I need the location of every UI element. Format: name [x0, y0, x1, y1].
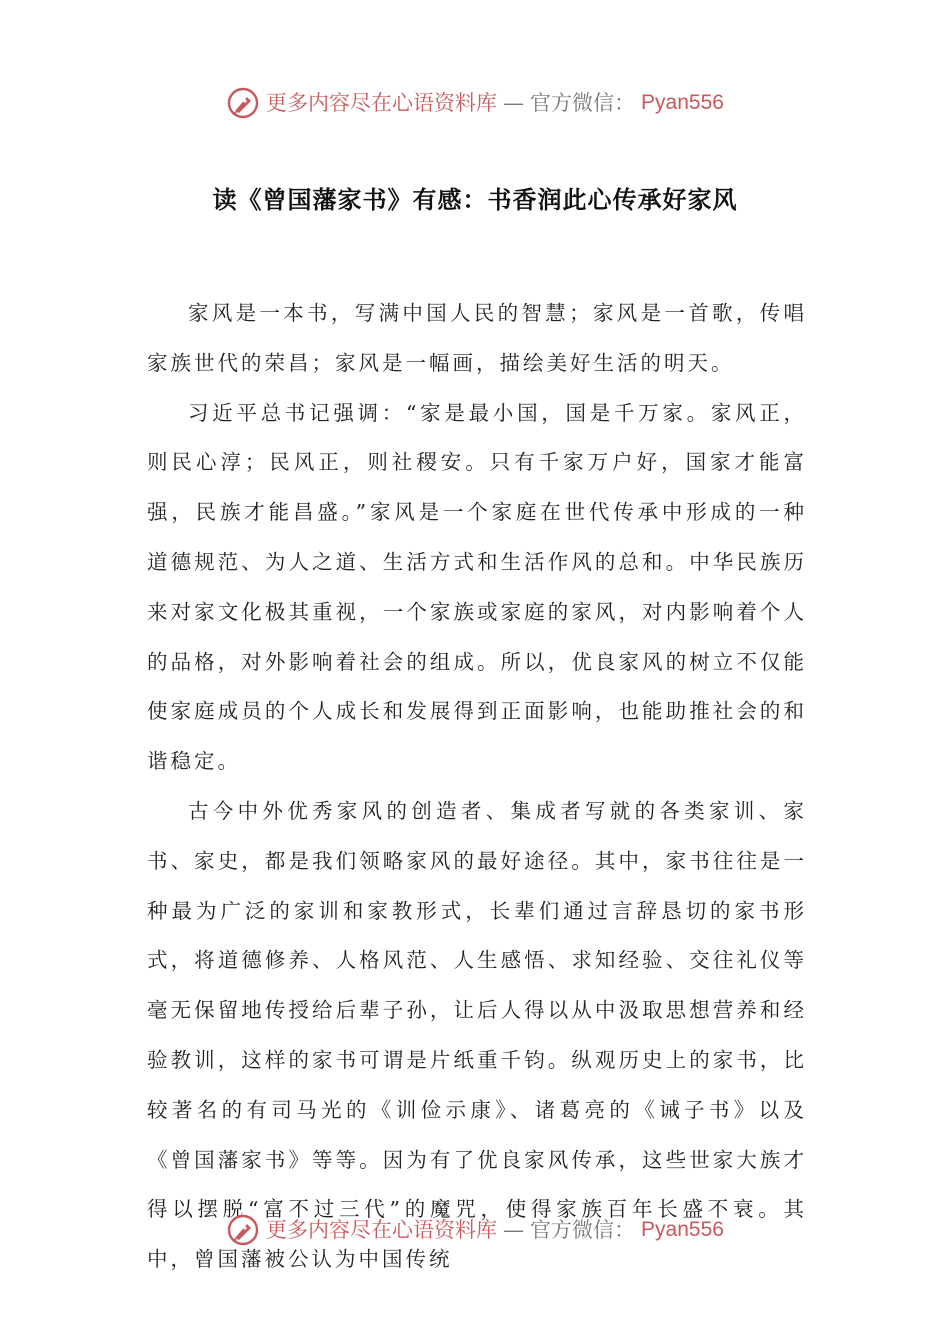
banner-dash: —	[503, 91, 525, 115]
footer-banner	[0, 1213, 950, 1247]
banner-wechat-label: 官方微信：	[530, 91, 636, 115]
banner-dash: —	[503, 1218, 525, 1242]
banner-site-name: 更多内容尽在心语资料库	[266, 1218, 498, 1242]
paragraph: 古今中外优秀家风的创造者、集成者写就的各类家训、家书、家史，都是我们领略家风的最好途径。其中，家书往往是一种最为广泛的家训和家教形式，长辈们通过言辞恳切的家书形式，将道德修养、人格风范、人生感悟、求知经验、交往礼仪等毫无保留地传授给后辈子孙，让后人得以从中汲取思想营养和经验教训，这样的家书可谓是片纸重千钧。纵观历史上的家书，比较著名的有司马光的《训俭示康》、诸葛亮的《诫子书》以及《曾国藩家书》等等。因为有了优良家风传承，这些世家大族才得以摆脱“富不过三代”的魔咒，使得家族百年长盛不衰。其中，曾国藩被公认为中国传统	[147, 798, 807, 1272]
banner-wechat-id: Pyan556	[641, 1218, 724, 1241]
banner-wechat-id: Pyan556	[641, 91, 724, 114]
paragraph: 习近平总书记强调：“家是最小国，国是千万家。家风正，则民心淳；民风正，则社稷安。只有千家万户好，国家才能富强，民族才能昌盛。”家风是一个家庭在世代传承中形成的一种道德规范、为人之道、生活方式和生活作风的总和。中华民族历来对家文化极其重视，一个家族或家庭的家风，对内影响着个人的品格，对外影响着社会的组成。所以，优良家风的树立不仅能使家庭成员的个人成长和发展得到正面影响，也能助推社会的和谐稳定。	[147, 400, 807, 774]
header-banner	[0, 86, 950, 120]
banner-wechat-label: 官方微信：	[530, 1218, 636, 1242]
pen-nib-logo-icon	[226, 1213, 260, 1247]
document-body	[147, 289, 807, 1285]
document-title: 读《曾国藩家书》有感：书香润此心传承好家风	[212, 186, 738, 214]
banner-site-name: 更多内容尽在心语资料库	[266, 91, 498, 115]
pen-nib-logo-icon	[226, 86, 260, 120]
paragraph: 家风是一本书，写满中国人民的智慧；家风是一首歌，传唱家族世代的荣昌；家风是一幅画，描绘美好生活的明天。	[147, 301, 807, 375]
